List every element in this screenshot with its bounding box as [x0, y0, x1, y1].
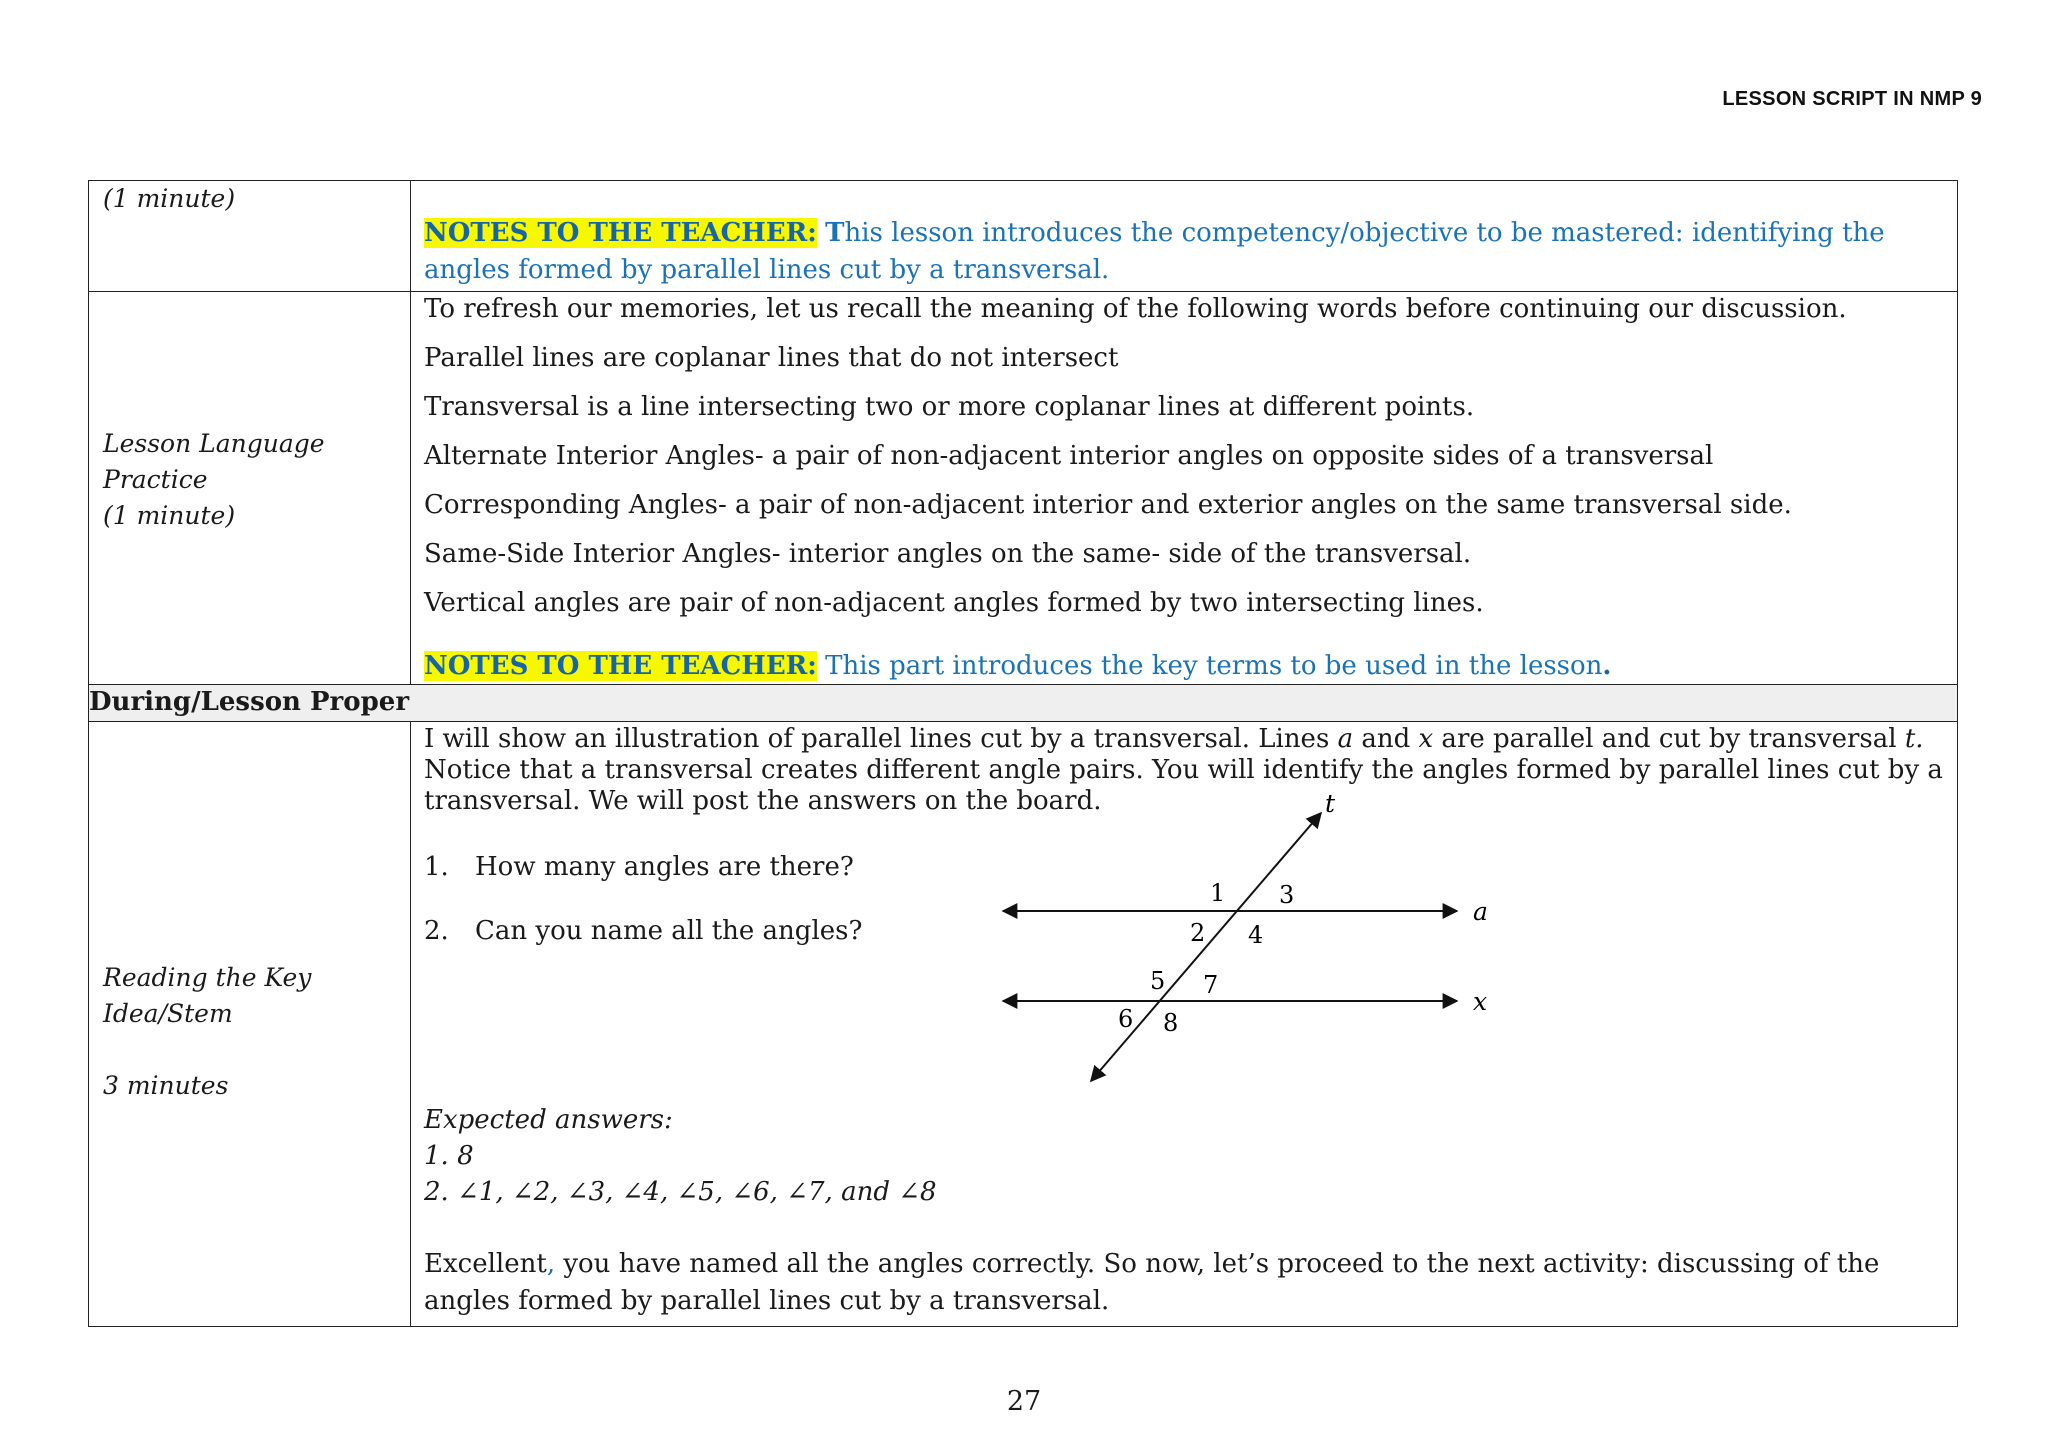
closing-part: Excellent — [424, 1249, 547, 1279]
label-x: x — [1473, 987, 1488, 1016]
term-item: Parallel lines are coplanar lines that do not intersect — [424, 343, 1119, 373]
term-item: Transversal is a line intersecting two or more coplanar lines at different points. — [424, 392, 1475, 422]
row3-label — [89, 954, 410, 1110]
angle-label: 8 — [1163, 1009, 1179, 1037]
notes-label: NOTES TO THE TEACHER: — [424, 651, 817, 681]
angle-label: 2 — [1190, 919, 1206, 947]
question-number: 1. — [424, 852, 449, 882]
row-language-practice — [89, 292, 1958, 685]
closing-part: you have named all the angles correctly. So now, let’s proceed to the next activity: discussing of the angles formed by parallel lines cut by a transversal. — [424, 1249, 1880, 1316]
notes-text: his lesson introduces the competency/objective to be mastered: identifying the angles formed by parallel lines cut by a transversal. — [424, 218, 1885, 285]
intro-part: I will show an illustration of parallel lines cut by a transversal. Lines — [424, 724, 1338, 754]
notes-label: NOTES TO THE TEACHER: — [424, 218, 817, 248]
page-number: 27 — [1006, 1386, 1042, 1417]
angle-label: 7 — [1203, 971, 1219, 999]
term-item: Vertical angles are pair of non-adjacent angles formed by two intersecting lines. — [424, 588, 1484, 618]
row2-label-line1: Lesson Language — [103, 429, 325, 458]
notes-text: This part introduces the key terms to be used in the lesson — [825, 651, 1603, 681]
parallel-lines-diagram — [995, 795, 1515, 1095]
row-intro-notes — [89, 181, 1958, 292]
question-text: How many angles are there? — [475, 852, 854, 882]
angle-label: 5 — [1150, 967, 1166, 995]
notes-period: . — [1602, 651, 1612, 681]
lesson-table — [88, 180, 1958, 1327]
intro-part: are parallel and cut by transversal — [1433, 724, 1905, 754]
closing-comma: , — [546, 1249, 556, 1279]
angle-label: 6 — [1118, 1005, 1134, 1033]
answer-1: 1. 8 — [424, 1141, 474, 1171]
notes-first-letter: T — [825, 218, 845, 248]
intro-part: and — [1353, 724, 1419, 754]
row2-label-line3: (1 minute) — [103, 501, 236, 530]
label-a: a — [1473, 897, 1488, 926]
row2-notes — [424, 649, 1944, 684]
row2-label-line2: Practice — [103, 465, 208, 494]
intro-part: Notice that a transversal creates different angle pairs. You will identify the angles formed by parallel lines cut by a transversal. We will post the answers on the board. — [424, 755, 1943, 816]
row3-label-line1: Reading the Key — [103, 963, 312, 992]
term-item: Same-Side Interior Angles- interior angles on the same- side of the transversal. — [424, 539, 1472, 569]
section-heading-row — [89, 685, 1958, 722]
row1-notes — [411, 181, 1957, 289]
terms-intro: To refresh our memories, let us recall the meaning of the following words before continuing our discussion. — [424, 294, 1847, 324]
angle-label: 1 — [1210, 879, 1226, 907]
document-header: LESSON SCRIPT IN NMP 9 — [1722, 88, 1982, 110]
angle-label: 4 — [1248, 921, 1264, 949]
row3-label-line2: Idea/Stem — [103, 999, 233, 1028]
expected-answers-label: Expected answers: — [424, 1105, 673, 1135]
line-t — [1091, 813, 1321, 1081]
row2-label — [89, 420, 410, 540]
term-item: Alternate Interior Angles- a pair of non-adjacent interior angles on opposite sides of a transversal — [424, 441, 1714, 471]
answer-2: 2. ∠1, ∠2, ∠3, ∠4, ∠5, ∠6, ∠7, and ∠8 — [424, 1177, 937, 1207]
closing-text — [424, 1246, 1944, 1320]
var-x: x — [1418, 724, 1434, 754]
row2-body — [411, 292, 1957, 684]
var-t: t. — [1904, 724, 1924, 754]
question-number: 2. — [424, 916, 449, 946]
angle-label: 3 — [1279, 881, 1295, 909]
section-heading: During/Lesson Proper — [89, 685, 1958, 722]
var-a: a — [1337, 724, 1354, 754]
question-text: Can you name all the angles? — [475, 916, 863, 946]
term-item: Corresponding Angles- a pair of non-adjacent interior and exterior angles on the same transversal side. — [424, 490, 1792, 520]
row1-time-label: (1 minute) — [103, 184, 236, 213]
row3-time: 3 minutes — [103, 1071, 229, 1100]
label-t: t — [1325, 795, 1336, 818]
